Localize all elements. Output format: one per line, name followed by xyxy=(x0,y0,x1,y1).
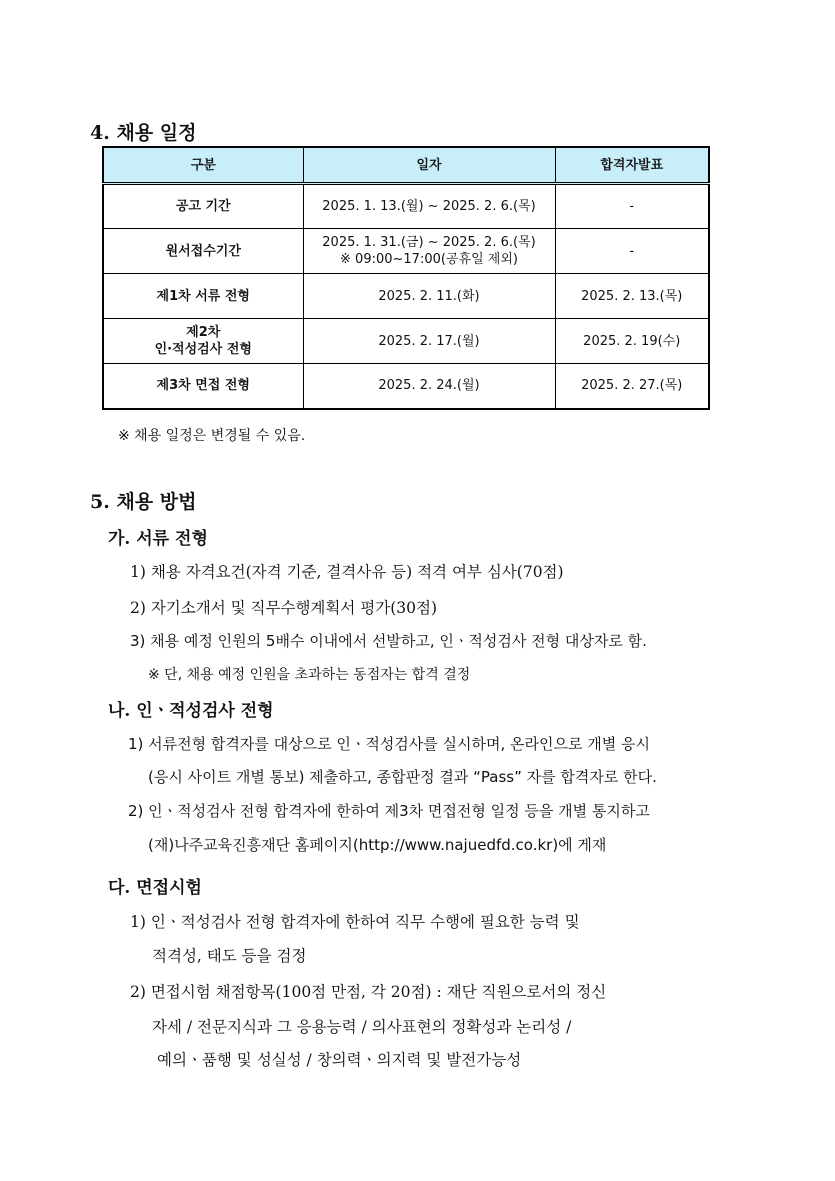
table-row xyxy=(103,364,709,409)
da-item-1-line-1: 1) 인ㆍ적성검사 전형 합격자에 한하여 직무 수행에 필요한 능력 및 xyxy=(130,913,580,931)
row-category: 원서접수기간 xyxy=(103,229,303,274)
na-item-2-line-1: 2) 인ㆍ적성검사 전형 합격자에 한하여 제3차 면접전형 일정 등을 개별 통지하고 xyxy=(128,802,650,820)
table-row xyxy=(103,319,709,364)
row-date: 2025. 1. 31.(금) ~ 2025. 2. 6.(목) ※ 09:00~17:00(공휴일 제외) xyxy=(303,229,555,274)
table-row xyxy=(103,229,709,274)
da-item-2-line-3: 예의ㆍ품행 및 성실성 / 창의력ㆍ의지력 및 발전가능성 xyxy=(157,1051,522,1069)
subsection-na-title: 나. 인ㆍ적성검사 전형 xyxy=(108,701,274,721)
da-item-2-line-2: 자세 / 전문지식과 그 응용능력 / 의사표현의 정확성과 논리성 / xyxy=(152,1018,572,1036)
row-category: 공고 기간 xyxy=(103,184,303,229)
na-item-1-line-2: (응시 사이트 개별 통보) 제출하고, 종합판정 결과 “Pass” 자를 합격자로 한다. xyxy=(148,768,657,786)
header-category: 구분 xyxy=(103,147,303,184)
row-announcement: 2025. 2. 19(수) xyxy=(555,319,709,364)
header-announcement: 합격자발표 xyxy=(555,147,709,184)
row-announcement: 2025. 2. 27.(목) xyxy=(555,364,709,409)
table-header-row xyxy=(103,147,709,184)
row-category: 제3차 면접 전형 xyxy=(103,364,303,409)
header-date: 일자 xyxy=(303,147,555,184)
ga-item-3: 3) 채용 예정 인원의 5배수 이내에서 선발하고, 인ㆍ적성검사 전형 대상자로 함. xyxy=(130,632,647,650)
na-item-1-line-1: 1) 서류전형 합격자를 대상으로 인ㆍ적성검사를 실시하며, 온라인으로 개별 응시 xyxy=(128,735,650,753)
na-item-2-line-2: (재)나주교육진흥재단 홈페이지(http://www.najuedfd.co.kr)에 게재 xyxy=(148,836,607,854)
row-announcement: 2025. 2. 13.(목) xyxy=(555,274,709,319)
row-date: 2025. 1. 13.(월) ~ 2025. 2. 6.(목) xyxy=(303,184,555,229)
da-item-1-line-2: 적격성, 태도 등을 검정 xyxy=(152,947,307,965)
schedule-table xyxy=(102,146,710,410)
row-date: 2025. 2. 17.(월) xyxy=(303,319,555,364)
ga-note: ※ 단, 채용 예정 인원을 초과하는 동점자는 합격 결정 xyxy=(148,667,471,683)
row-announcement: - xyxy=(555,229,709,274)
row-category: 제1차 서류 전형 xyxy=(103,274,303,319)
ga-item-1: 1) 채용 자격요건(자격 기준, 결격사유 등) 적격 여부 심사(70점) xyxy=(130,563,564,581)
subsection-da-title: 다. 면접시험 xyxy=(108,878,202,898)
subsection-ga-title: 가. 서류 전형 xyxy=(108,529,208,549)
table-row xyxy=(103,274,709,319)
section-4-heading: 4. 채용 일정 xyxy=(90,122,197,144)
ga-item-2: 2) 자기소개서 및 직무수행계획서 평가(30점) xyxy=(130,599,438,617)
row-date: 2025. 2. 24.(월) xyxy=(303,364,555,409)
table-row xyxy=(103,184,709,229)
section-5-heading: 5. 채용 방법 xyxy=(90,491,197,513)
row-date: 2025. 2. 11.(화) xyxy=(303,274,555,319)
row-category: 제2차 인·적성검사 전형 xyxy=(103,319,303,364)
schedule-note: ※ 채용 일정은 변경될 수 있음. xyxy=(118,428,306,444)
da-item-2-line-1: 2) 면접시험 채점항목(100점 만점, 각 20점) : 재단 직원으로서의 정신 xyxy=(130,983,607,1001)
row-announcement: - xyxy=(555,184,709,229)
